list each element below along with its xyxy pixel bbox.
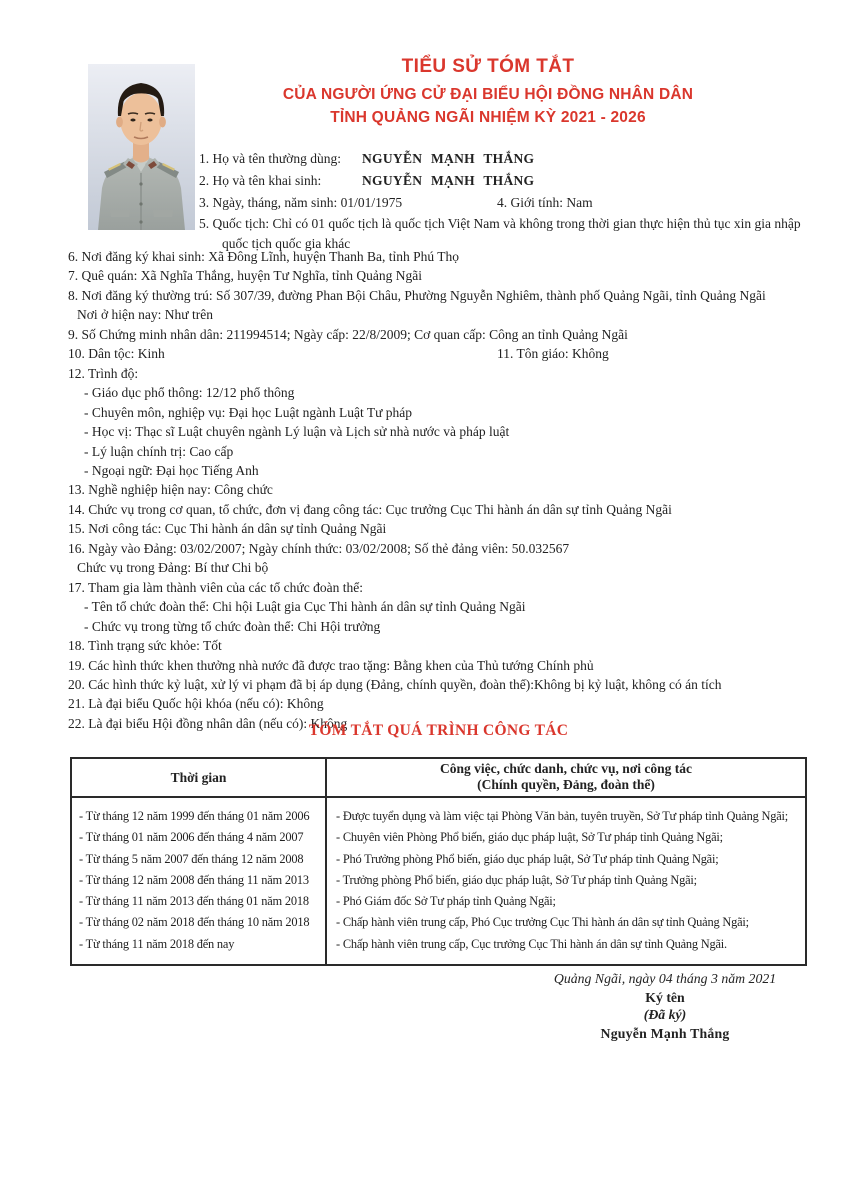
details-item-text: - Lý luận chính trị: Cao cấp (84, 443, 234, 459)
details-item (68, 694, 810, 713)
details-item-text: 6. Nơi đăng ký khai sinh: Xã Đông Lĩnh, huyện Thanh Ba, tỉnh Phú Thọ (68, 249, 459, 264)
details-item (68, 286, 810, 305)
table-header-row (72, 759, 805, 798)
column-header-time: Thời gian (72, 759, 327, 796)
details-item-text: 10. Dân tộc: Kinh (68, 346, 165, 362)
details-item (68, 461, 810, 480)
signature-place-date: Quảng Ngãi, ngày 04 tháng 3 năm 2021 (553, 971, 777, 986)
personal-item (199, 170, 812, 192)
details-item (68, 364, 810, 383)
details-item (68, 325, 810, 344)
table-cell-period: - Từ tháng 5 năm 2007 đến tháng 12 năm 2008 (79, 851, 304, 866)
table-cell-position: - Chuyên viên Phòng Phổ biến, giáo dục pháp luật, Sở Tư pháp tỉnh Quảng Ngãi; (336, 830, 723, 845)
document-title: TIỂU SỬ TÓM TẮT (401, 56, 575, 77)
details-item (68, 539, 810, 558)
details-item (68, 383, 810, 402)
details-item-text: 9. Số Chứng minh nhân dân: 211994514; Ngày cấp: 22/8/2009; Cơ quan cấp: Công an tỉnh Quảng Ngãi (68, 326, 628, 342)
personal-item (199, 148, 812, 170)
details-item (68, 656, 810, 675)
details-item (68, 247, 810, 266)
personal-item-value: NGUYỄN MẠNH THẮNG (362, 173, 535, 188)
details-item (68, 480, 810, 499)
table-cell-position: - Trưởng phòng Phổ biến, giáo dục pháp luật, Sở Tư pháp tỉnh Quảng Ngãi; (336, 872, 697, 887)
details-item-text: 12. Trình độ: (68, 365, 139, 381)
details-item (68, 422, 810, 441)
signer-name: Nguyễn Mạnh Thắng (600, 1025, 730, 1041)
details-item-text: 18. Tình trạng sức khỏe: Tốt (68, 638, 222, 654)
document-subtitle-2: TỈNH QUẢNG NGÃI NHIỆM KỲ 2021 - 2026 (330, 109, 646, 126)
portrait-photo-graphic (88, 64, 195, 230)
table-cell-period: - Từ tháng 11 năm 2013 đến tháng 01 năm 2018 (79, 894, 309, 909)
personal-item (199, 192, 812, 214)
table-cell-period: - Từ tháng 11 năm 2018 đến nay (79, 936, 235, 951)
details-item (68, 442, 810, 461)
details-item (68, 578, 810, 597)
table-column-positions (327, 798, 805, 964)
personal-item-right: 4. Giới tính: Nam (497, 195, 593, 210)
details-item (68, 675, 810, 694)
table-cell-period: - Từ tháng 02 năm 2018 đến tháng 10 năm 2018 (79, 915, 310, 930)
details-item (68, 519, 810, 538)
personal-item-value: NGUYỄN MẠNH THẮNG (362, 151, 535, 166)
details-item-text: - Học vị: Thạc sĩ Luật chuyên ngành Lý luận và Lịch sử nhà nước và pháp luật (84, 424, 510, 440)
details-item-text: - Tên tổ chức đoàn thể: Chi hội Luật gia Cục Thi hành án dân sự tỉnh Quảng Ngãi (84, 599, 526, 615)
document-header (188, 56, 788, 132)
details-item (68, 597, 810, 616)
details-item (68, 617, 810, 636)
personal-item-label: 1. Họ và tên thường dùng: (199, 151, 341, 166)
table-column-periods (72, 798, 327, 964)
column-header-job-line1: Công việc, chức danh, chức vụ, nơi công tác (439, 761, 693, 776)
table-cell-position: - Phó Trưởng phòng Phổ biến, giáo dục pháp luật, Sở Tư pháp tỉnh Quảng Ngãi; (336, 851, 719, 866)
signature-block (515, 970, 815, 1042)
table-cell-position: - Chấp hành viên trung cấp, Phó Cục trưởng Cục Thi hành án dân sự tỉnh Quảng Ngãi; (336, 915, 749, 930)
details-item-text: 8. Nơi đăng ký thường trú: Số 307/39, đường Phan Bội Châu, Phường Nguyễn Nghiêm, thành phố Quảng Ngãi, tỉnh Quảng Ngãi (68, 287, 766, 303)
signature-label: Ký tên (645, 989, 685, 1005)
details-item-text: - Ngoại ngữ: Đại học Tiếng Anh (84, 462, 259, 478)
details-item-text: 20. Các hình thức kỷ luật, xử lý vi phạm đã bị áp dụng (Đảng, chính quyền, đoàn thể):Không bị kỷ luật, không có án tích (68, 676, 722, 692)
details-item-text: - Chuyên môn, nghiệp vụ: Đại học Luật ngành Luật Tư pháp (84, 404, 413, 420)
details-item-right: 11. Tôn giáo: Không (497, 346, 609, 362)
details-item-text: 14. Chức vụ trong cơ quan, tổ chức, đơn vị đang công tác: Cục trưởng Cục Thi hành án dân sự tỉnh Quảng Ngãi (68, 501, 672, 517)
details-item (68, 636, 810, 655)
work-history-table (70, 757, 807, 966)
work-history-title: TÓM TẮT QUÁ TRÌNH CÔNG TÁC (308, 722, 569, 739)
details-item-text: 15. Nơi công tác: Cục Thi hành án dân sự tỉnh Quảng Ngãi (68, 521, 387, 537)
details-item (68, 266, 810, 285)
details-item-text: 7. Quê quán: Xã Nghĩa Thắng, huyện Tư Nghĩa, tỉnh Quảng Ngãi (68, 268, 422, 284)
personal-list (199, 148, 812, 253)
table-cell-period: - Từ tháng 01 năm 2006 đến tháng 4 năm 2007 (79, 830, 304, 845)
column-header-job (327, 759, 805, 796)
table-cell-period: - Từ tháng 12 năm 1999 đến tháng 01 năm 2006 (79, 809, 310, 823)
personal-item-label: 2. Họ và tên khai sinh: (199, 173, 322, 188)
details-item-text: 16. Ngày vào Đảng: 03/02/2007; Ngày chính thức: 03/02/2008; Số thẻ đảng viên: 50.032567 (68, 540, 570, 556)
details-item-text: Nơi ở hiện nay: Như trên (77, 307, 213, 323)
details-item-text: 13. Nghề nghiệp hiện nay: Công chức (68, 482, 273, 498)
details-item (68, 305, 810, 324)
table-cell-position: - Được tuyển dụng và làm việc tại Phòng Văn bản, tuyên truyền, Sở Tư pháp tỉnh Quảng Ngãi; (336, 809, 788, 823)
table-body (72, 798, 805, 964)
details-item-text: 22. Là đại biểu Hội đồng nhân dân (nếu có): Không (68, 715, 348, 731)
details-item-text: - Chức vụ trong từng tổ chức đoàn thể: Chi Hội trưởng (84, 618, 381, 634)
table-cell-period: - Từ tháng 12 năm 2008 đến tháng 11 năm 2013 (79, 872, 309, 887)
personal-item-label: 5. Quốc tịch: Chỉ có 01 quốc tịch là quốc tịch Việt Nam và không trong thời gian thực hiện thủ tục xin gia nhập quốc tịch quốc gia khác (199, 216, 801, 251)
details-item (68, 403, 810, 422)
column-header-job-line2: (Chính quyền, Đảng, đoàn thể) (477, 777, 655, 792)
details-item-text: 21. Là đại biểu Quốc hội khóa (nếu có): Không (68, 696, 324, 712)
signed-note: (Đã ký) (643, 1007, 687, 1022)
candidate-photo (88, 64, 195, 230)
details-item-text: 19. Các hình thức khen thưởng nhà nước đã được trao tặng: Bằng khen của Thủ tướng Chính phủ (68, 657, 594, 673)
details-list (68, 247, 810, 733)
details-item (68, 500, 810, 519)
details-item (68, 344, 810, 363)
document-subtitle-1: CỦA NGƯỜI ỨNG CỬ ĐẠI BIỂU HỘI ĐỒNG NHÂN DÂN (282, 86, 694, 103)
details-item-text: 17. Tham gia làm thành viên của các tổ chức đoàn thể: (68, 579, 363, 595)
details-item-text: Chức vụ trong Đảng: Bí thư Chi bộ (77, 560, 269, 576)
table-cell-position: - Phó Giám đốc Sở Tư pháp tỉnh Quảng Ngãi; (336, 894, 556, 909)
details-item (68, 558, 810, 577)
personal-item-label: 3. Ngày, tháng, năm sinh: 01/01/1975 (199, 195, 403, 210)
table-cell-position: - Chấp hành viên trung cấp, Cục trưởng Cục Thi hành án dân sự tỉnh Quảng Ngãi. (336, 936, 727, 951)
details-item-text: - Giáo dục phổ thông: 12/12 phổ thông (84, 385, 295, 401)
